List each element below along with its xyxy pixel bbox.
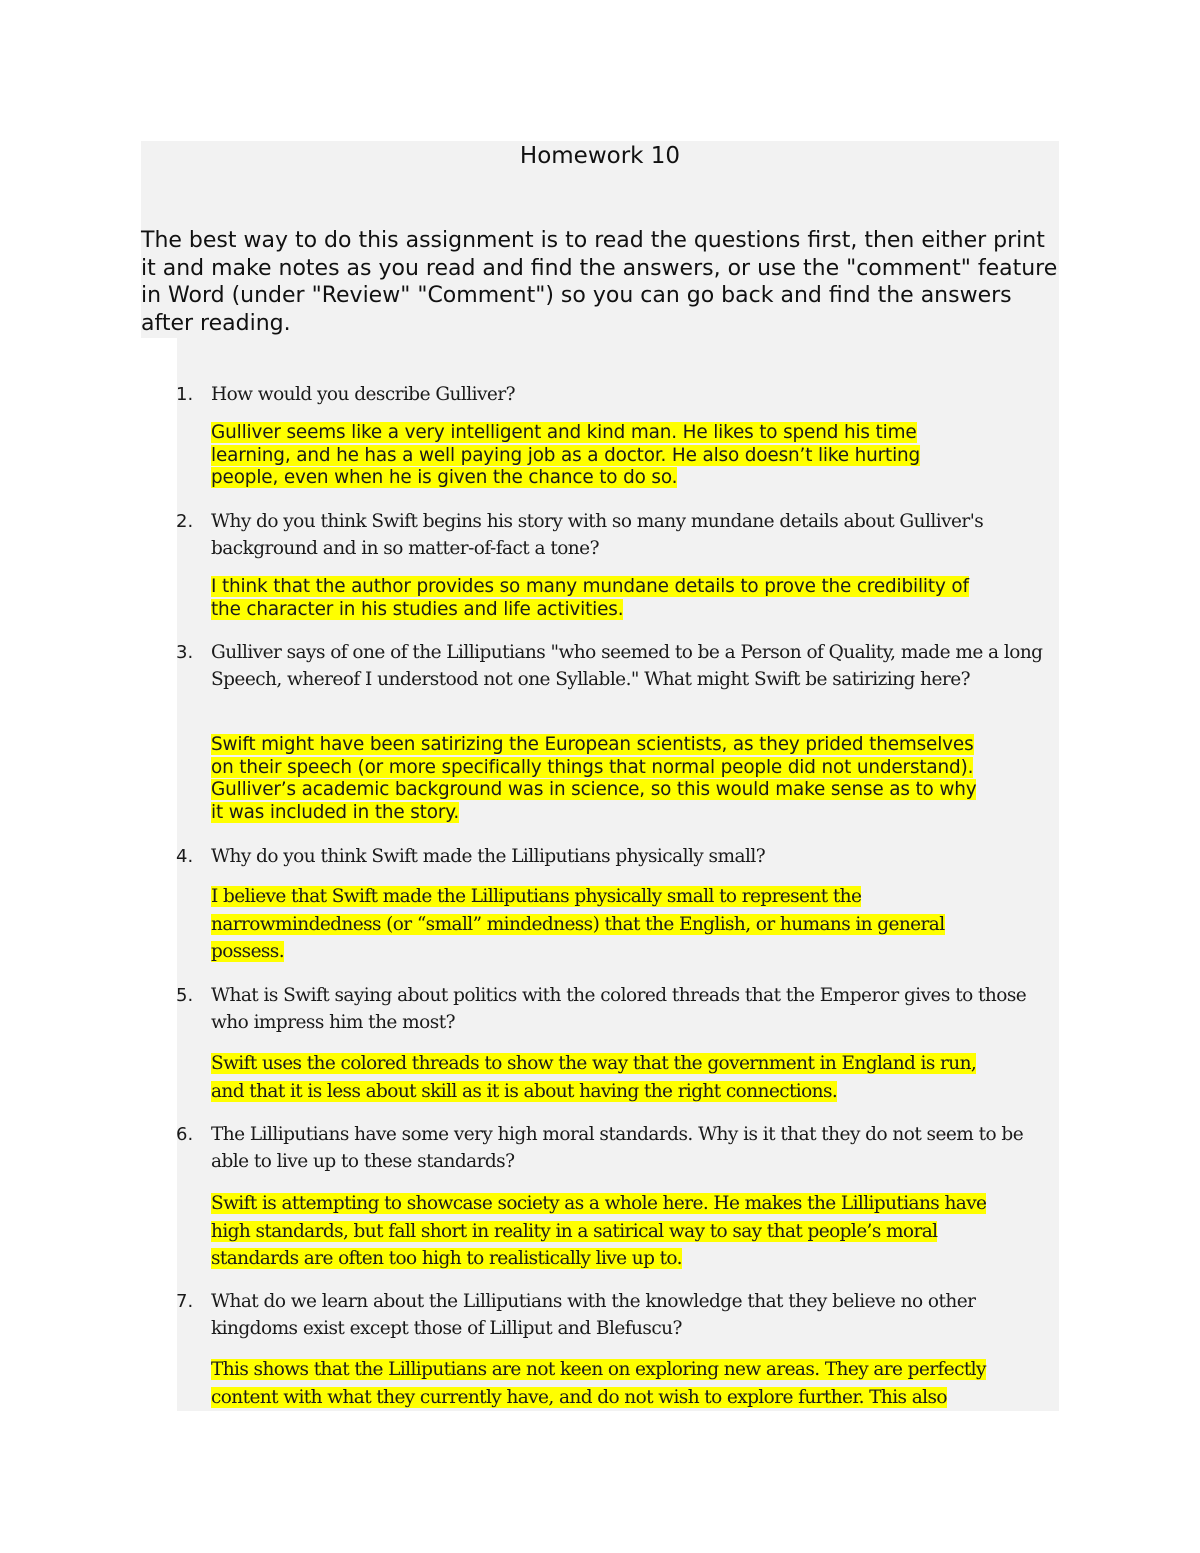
assignment-instructions: The best way to do this assignment is to read the questions first, then either print it and make notes as you read and find the answers, or use the "comment" feature in Word (under "Review" "Comment") so you can go back and find the answers after reading. xyxy=(141,228,1058,336)
question-number: 2. xyxy=(176,511,194,532)
answer-line: Swift is attempting to showcase society as a whole here. He makes the Lilliputians have xyxy=(211,1193,987,1214)
question-text: Why do you think Swift made the Lilliputians physically small? xyxy=(211,846,766,867)
question-text: The Lilliputians have some very high moral standards. Why is it that they do not seem to be able to live up to these standards? xyxy=(211,1124,1024,1172)
question-text: What is Swift saying about politics with the colored threads that the Emperor gives to those who impress him the most? xyxy=(211,985,1027,1033)
question-number: 1. xyxy=(176,384,194,405)
answer-line: standards are often too high to realistically live up to. xyxy=(211,1248,682,1269)
question-text: Gulliver says of one of the Lilliputians "who seemed to be a Person of Quality, made me a long Speech, whereof I understood not one Syllable." What might Swift be satirizing here? xyxy=(211,642,1043,690)
answer-line: on their speech (or more specifically things that normal people did not understand). xyxy=(211,756,974,778)
answer-line: narrowmindedness (or “small” mindedness) that the English, or humans in general xyxy=(211,913,945,935)
answer-text xyxy=(211,422,1053,490)
answer-line: it was included in the story. xyxy=(211,801,460,823)
answer-line: Swift might have been satirizing the European scientists, as they prided themselves xyxy=(211,734,974,755)
question-text: How would you describe Gulliver? xyxy=(211,384,515,405)
answer-text xyxy=(211,1356,1053,1411)
answer-line: learning, and he has a well paying job as a doctor. He also doesn’t like hurting xyxy=(211,444,921,466)
answer-line: people, even when he is given the chance to do so. xyxy=(211,467,678,488)
question-number: 6. xyxy=(176,1124,194,1145)
answer-line: the character in his studies and life activities. xyxy=(211,598,624,620)
answer-line: Gulliver seems like a very intelligent and kind man. He likes to spend his time xyxy=(211,422,917,443)
answer-line: I believe that Swift made the Lilliputians physically small to represent the xyxy=(211,886,862,907)
answer-line: This shows that the Lilliputians are not keen on exploring new areas. They are perfectly xyxy=(211,1359,986,1380)
document-title: Homework 10 xyxy=(519,143,681,169)
answer-line: I think that the author provides so many mundane details to prove the credibility of xyxy=(211,576,969,597)
question-number: 5. xyxy=(176,985,194,1006)
answer-text xyxy=(211,883,1053,966)
answer-line: high standards, but fall short in reality in a satirical way to say that people’s moral xyxy=(211,1220,938,1242)
list-indent-margin xyxy=(141,338,177,1411)
question-number: 3. xyxy=(176,642,194,663)
answer-text xyxy=(211,576,1053,621)
answer-line: possess. xyxy=(211,941,284,962)
question-text: What do we learn about the Lilliputians with the knowledge that they believe no other kingdoms exist except those of Lilliput and Blefuscu? xyxy=(211,1291,976,1339)
answer-text xyxy=(211,1050,1053,1105)
answer-line: and that it is less about skill as it is about having the right connections. xyxy=(211,1080,838,1102)
answer-text xyxy=(211,734,1053,824)
answer-line: Swift uses the colored threads to show the way that the government in England is run, xyxy=(211,1053,977,1074)
answer-line: Gulliver’s academic background was in science, so this would make sense as to why xyxy=(211,779,977,800)
answer-text xyxy=(211,1190,1053,1273)
question-text: Why do you think Swift begins his story with so many mundane details about Gulliver's background and in so matter-of-fact a tone? xyxy=(211,511,984,559)
answer-line: content with what they currently have, and do not wish to explore further. This also xyxy=(211,1386,947,1408)
question-number: 7. xyxy=(176,1291,194,1312)
question-number: 4. xyxy=(176,846,194,867)
